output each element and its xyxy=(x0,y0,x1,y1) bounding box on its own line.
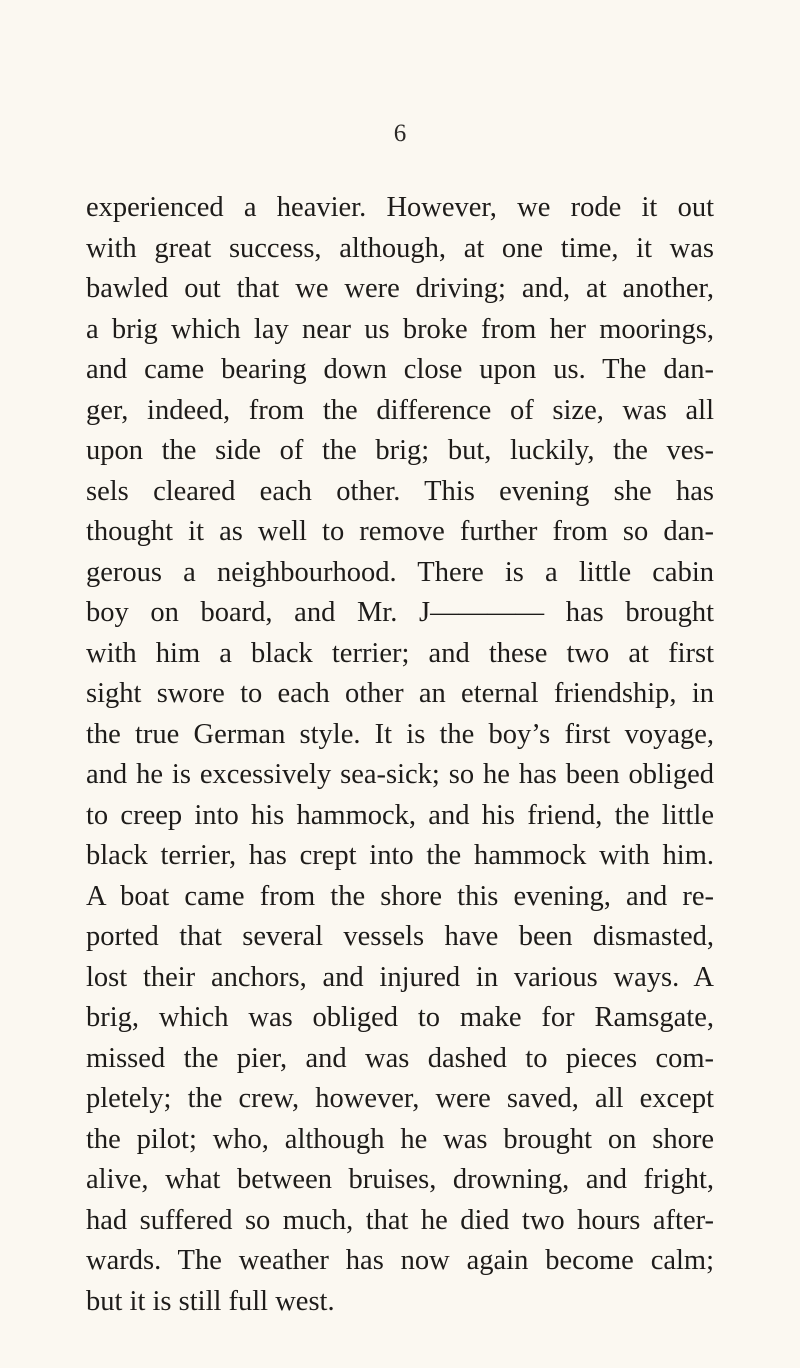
text-line: ported that several vessels have been dismasted, xyxy=(86,921,714,952)
text-line: and came bearing down close upon us. The dan- xyxy=(86,354,714,385)
text-line: missed the pier, and was dashed to pieces com- xyxy=(86,1042,714,1074)
text-line: black terrier, has crept into the hammock with him. xyxy=(86,840,714,871)
text-line: a brig which lay near us broke from her moorings, xyxy=(86,313,714,345)
text-line: with him a black terrier; and these two at first xyxy=(86,637,714,669)
text-line: bawled out that we were driving; and, at another, xyxy=(86,273,714,304)
text-line: A boat came from the shore this evening, and re- xyxy=(86,880,714,912)
text-line: and he is excessively sea-sick; so he has been obliged xyxy=(86,759,714,790)
text-line: to creep into his hammock, and his friend, the little xyxy=(86,799,714,831)
text-line: the true German style. It is the boy’s first voyage, xyxy=(86,718,714,750)
text-line: lost their anchors, and injured in various ways. A xyxy=(86,961,714,993)
text-line: thought it as well to remove further from so dan- xyxy=(86,516,714,547)
text-line: with great success, although, at one time, it was xyxy=(86,232,714,264)
text-line: wards. The weather has now again become calm; xyxy=(86,1245,714,1276)
text-line: experienced a heavier. However, we rode it out xyxy=(86,192,714,223)
body-text xyxy=(86,188,714,1322)
text-line: boy on board, and Mr. J———— has brought xyxy=(86,597,714,628)
text-line: gerous a neighbourhood. There is a little cabin xyxy=(86,556,714,588)
text-line: sight swore to each other an eternal friendship, in xyxy=(86,678,714,709)
text-line: pletely; the crew, however, were saved, all except xyxy=(86,1083,714,1114)
text-line: sels cleared each other. This evening she has xyxy=(86,475,714,507)
text-line: ger, indeed, from the difference of size, was all xyxy=(86,394,714,426)
text-line: alive, what between bruises, drowning, and fright, xyxy=(86,1164,714,1195)
text-line: but it is still full west. xyxy=(86,1285,335,1317)
text-line: the pilot; who, although he was brought on shore xyxy=(86,1123,714,1155)
text-line: had suffered so much, that he died two hours after- xyxy=(86,1204,714,1236)
text-line: upon the side of the brig; but, luckily, the ves- xyxy=(86,435,714,466)
text-line: brig, which was obliged to make for Ramsgate, xyxy=(86,1002,714,1033)
page-number: 6 xyxy=(393,120,407,147)
